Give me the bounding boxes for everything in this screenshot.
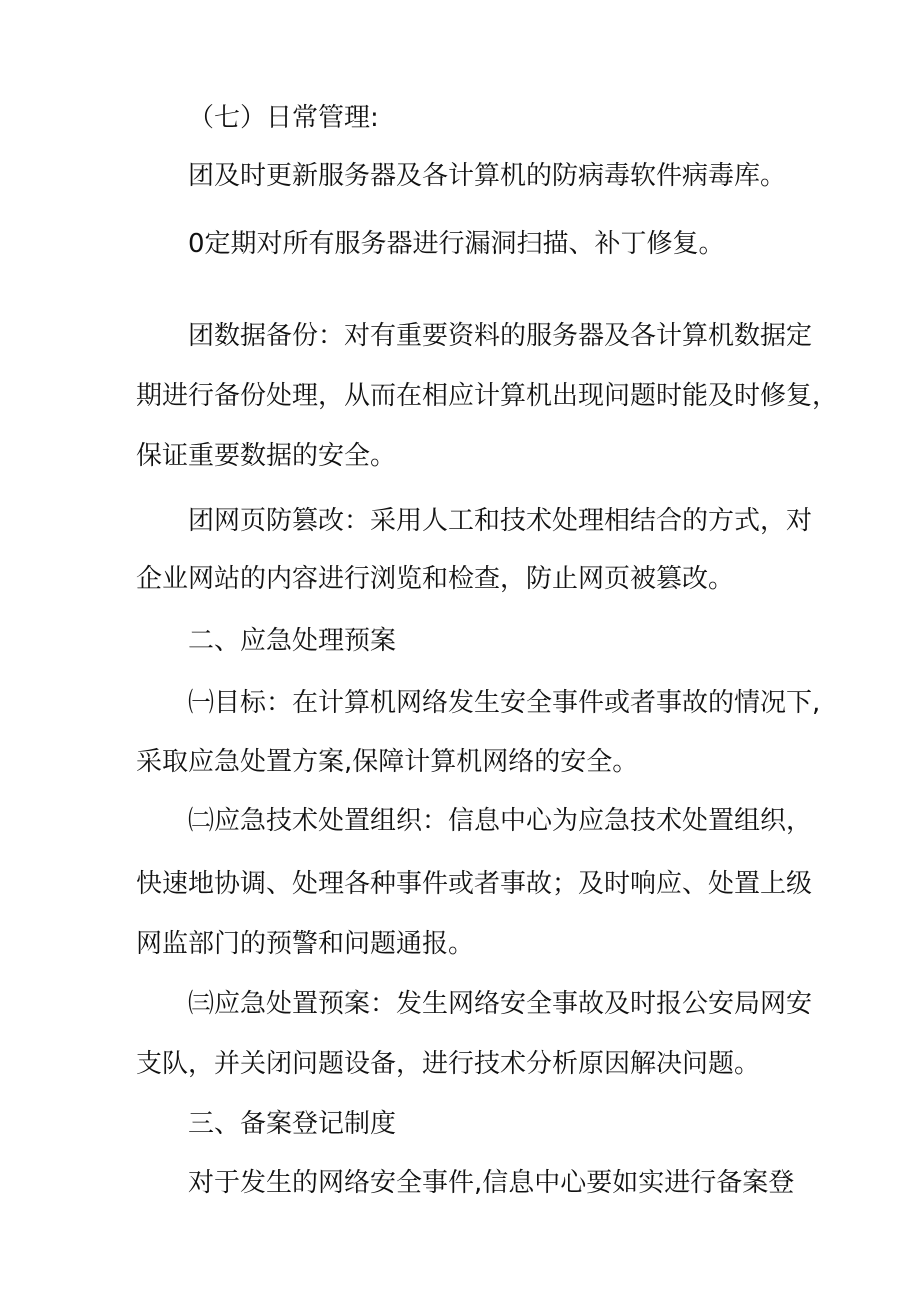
paragraph-line: 支队，并关闭问题设备，进行技术分析原因解决问题。 [136,1049,761,1079]
paragraph-line: 团数据备份：对有重要资料的服务器及各计算机数据定 [188,321,813,351]
paragraph-line: 期进行备份处理，从而在相应计算机出现问题时能及时修复， [136,381,839,411]
paragraph-line: 团及时更新服务器及各计算机的防病毒软件病毒库。 [188,161,787,191]
paragraph-line: ㈠目标：在计算机网络发生安全事件或者事故的情况下, [188,688,821,718]
paragraph-line: 团网页防篡改：采用人工和技术处理相结合的方式，对 [188,506,813,536]
paragraph-line: ㈢应急处置预案：发生网络安全事故及时报公安局网安 [188,989,813,1019]
section-heading-daily-management: （七）日常管理: [188,103,379,133]
paragraph-line: 保证重要数据的安全。 [136,441,397,471]
section-heading-filing-system: 三、备案登记制度 [188,1109,397,1139]
paragraph-line: 快速地协调、处理各种事件或者事故；及时响应、处置上级 [136,869,813,899]
paragraph-line: 0定期对所有服务器进行漏洞扫描、补丁修复。 [188,229,725,259]
paragraph-line: 采取应急处置方案,保障计算机网络的安全。 [136,747,639,777]
paragraph-line: ㈡应急技术处置组织：信息中心为应急技术处置组织， [188,806,813,836]
paragraph-line: 企业网站的内容进行浏览和检查，防止网页被篡改。 [136,564,735,594]
paragraph-line: 对于发生的网络安全事件,信息中心要如实进行备案登 [188,1168,795,1198]
section-heading-emergency-plan: 二、应急处理预案 [188,626,397,656]
paragraph-line: 网监部门的预警和问题通报。 [136,929,475,959]
